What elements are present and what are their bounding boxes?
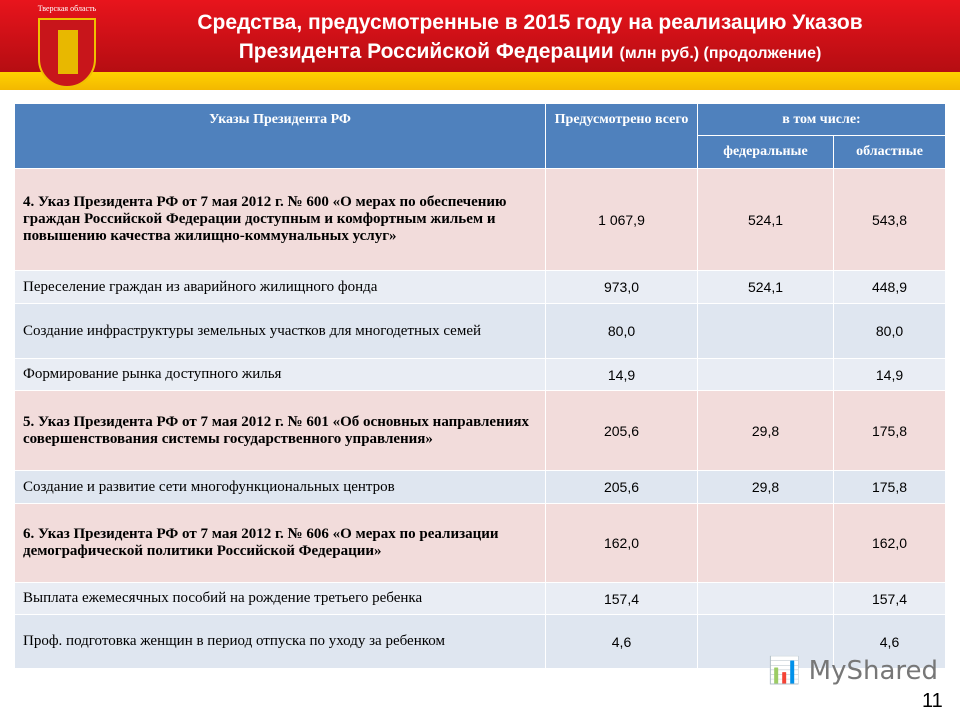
table-row (15, 583, 946, 615)
row-label: Создание и развитие сети многофункциональных центров (15, 471, 546, 504)
cell-federal (698, 583, 834, 615)
cell-federal (698, 304, 834, 359)
cell-regional: 80,0 (834, 304, 946, 359)
title-units: (млн руб.) (продолжение) (619, 45, 822, 62)
cell-federal (698, 504, 834, 583)
row-label: Формирование рынка доступного жилья (15, 359, 546, 391)
cell-regional: 543,8 (834, 169, 946, 271)
header-federal: федеральные (698, 136, 834, 169)
shield-icon (38, 18, 96, 88)
row-label: Проф. подготовка женщин в период отпуска по уходу за ребенком (15, 615, 546, 669)
table-row (15, 304, 946, 359)
header-total: Предусмотрено всего (546, 104, 698, 169)
cell-federal: 29,8 (698, 391, 834, 471)
row-label: 5. Указ Президента РФ от 7 мая 2012 г. № 601 «Об основных направлениях совершенствования системы государственного управления» (15, 391, 546, 471)
cell-regional: 14,9 (834, 359, 946, 391)
cell-total: 157,4 (546, 583, 698, 615)
table-row (15, 391, 946, 471)
cell-total: 162,0 (546, 504, 698, 583)
cell-federal: 524,1 (698, 169, 834, 271)
cell-total: 1 067,9 (546, 169, 698, 271)
table-row (15, 271, 946, 304)
cell-federal: 524,1 (698, 271, 834, 304)
cell-regional: 157,4 (834, 583, 946, 615)
cell-total: 80,0 (546, 304, 698, 359)
funding-table (14, 103, 946, 669)
cell-total: 205,6 (546, 471, 698, 504)
row-label: Создание инфраструктуры земельных участков для многодетных семей (15, 304, 546, 359)
watermark-text: MyShared (808, 656, 938, 686)
cell-regional: 4,6 (834, 615, 946, 669)
title-line-2-text: Президента Российской Федерации (238, 40, 614, 63)
region-label: Тверская область (37, 4, 97, 13)
coat-of-arms-emblem (32, 4, 102, 90)
header-decrees: Указы Президента РФ (15, 104, 546, 169)
row-label: 4. Указ Президента РФ от 7 мая 2012 г. № 600 «О мерах по обеспечению граждан Российской Федерации доступным и комфортным жильем и повышению качества жилищно-коммунальных услуг» (15, 169, 546, 271)
page-number: 11 (922, 690, 943, 712)
slide-title (110, 8, 950, 68)
cell-total: 14,9 (546, 359, 698, 391)
cell-regional: 448,9 (834, 271, 946, 304)
cell-federal (698, 359, 834, 391)
table-row (15, 504, 946, 583)
header-regional: областные (834, 136, 946, 169)
cell-regional: 162,0 (834, 504, 946, 583)
row-label: Переселение граждан из аварийного жилищного фонда (15, 271, 546, 304)
table-row (15, 359, 946, 391)
header-including: в том числе: (698, 104, 946, 136)
cell-regional: 175,8 (834, 471, 946, 504)
cell-total: 205,6 (546, 391, 698, 471)
cell-federal: 29,8 (698, 471, 834, 504)
table-row (15, 169, 946, 271)
title-line-1: Средства, предусмотренные в 2015 году на реализацию Указов (197, 11, 863, 34)
header-stripe (0, 72, 960, 90)
myshared-watermark: 📊 MyShared (768, 656, 938, 686)
table-row (15, 471, 946, 504)
title-line-2 (110, 37, 950, 68)
cell-total: 4,6 (546, 615, 698, 669)
cell-regional: 175,8 (834, 391, 946, 471)
row-label: 6. Указ Президента РФ от 7 мая 2012 г. № 606 «О мерах по реализации демографической политики Российской Федерации» (15, 504, 546, 583)
row-label: Выплата ежемесячных пособий на рождение третьего ребенка (15, 583, 546, 615)
cell-total: 973,0 (546, 271, 698, 304)
